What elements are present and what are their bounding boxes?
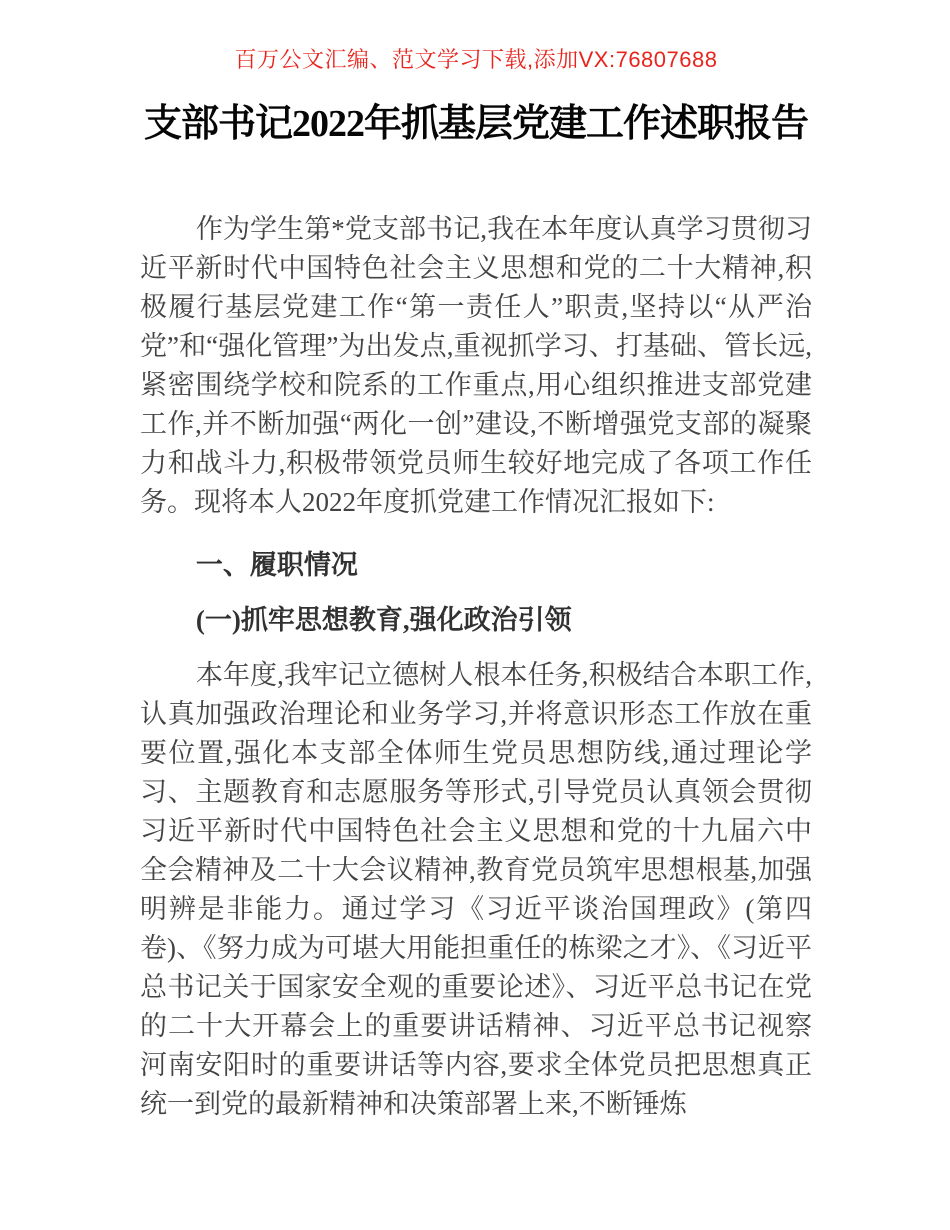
document-title: 支部书记2022年抓基层党建工作述职报告: [143, 103, 808, 145]
paragraph-intro: 作为学生第*党支部书记,我在本年度认真学习贯彻习近平新时代中国特色社会主义思想和党的二十大精神,积极履行基层党建工作“第一责任人”职责,坚持以“从严治党”和“强化管理”为出发点,重视抓学习、打基础、管长远,紧密围绕学校和院系的工作重点,用心组织推进支部党建工作,并不断加强“两化一创”建设,不断增强党支部的凝聚力和战斗力,积极带领党员师生较好地完成了各项工作任务。现将本人2022年度抓党建工作情况汇报如下:: [140, 214, 812, 517]
subsection-heading-ideology-education: (一)抓牢思想教育,强化政治引领: [195, 605, 572, 635]
paragraph-ideology-education: 本年度,我牢记立德树人根本任务,积极结合本职工作,认真加强政治理论和业务学习,并将意识形态工作放在重要位置,强化本支部全体师生党员思想防线,通过理论学习、主题教育和志愿服务等形式,引导党员认真领会贯彻习近平新时代中国特色社会主义思想和党的十九届六中全会精神及二十大会议精神,教育党员筑牢思想根基,加强明辨是非能力。通过学习《习近平谈治国理政》(第四卷)、《努力成为可堪大用能担重任的栋梁之才》、《习近平总书记关于国家安全观的重要论述》、习近平总书记在党的二十大开幕会上的重要讲话精神、习近平总书记视察河南安阳时的重要讲话等内容,要求全体党员把思想真正统一到党的最新精神和决策部署上来,不断锤炼: [140, 660, 812, 1119]
promo-notice-banner: 百万公文汇编、范文学习下载,添加VX:76807688: [234, 47, 718, 72]
section-heading-performance: 一、履职情况: [195, 550, 358, 580]
